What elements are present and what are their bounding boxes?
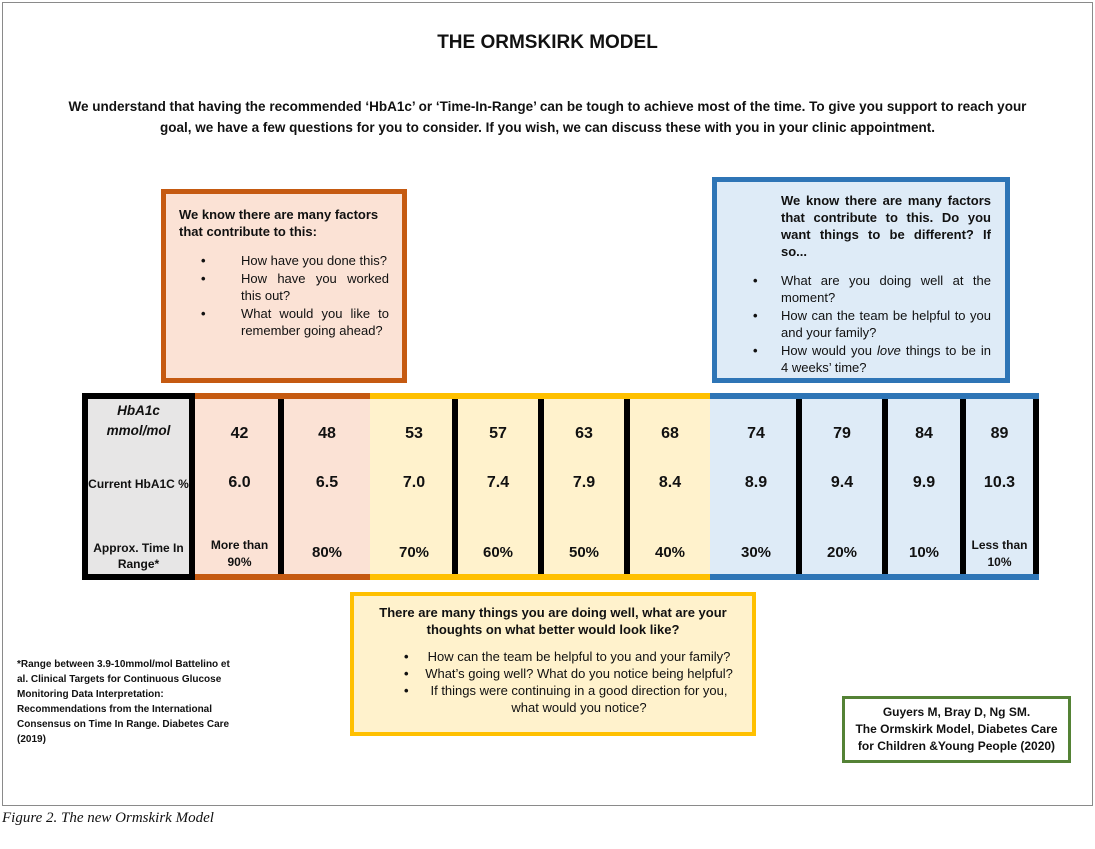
hba1c-mmol-cell: 84: [915, 425, 933, 442]
blue-box-item-text: How would you: [781, 343, 872, 358]
yellow-question-box: [350, 592, 756, 736]
hba1c-percent-cell: 7.0: [402, 474, 426, 491]
hba1c-mmol-cell: 48: [318, 425, 336, 442]
time-in-range-cell: 70%: [398, 544, 430, 561]
citation-line: for Children &Young People (2020): [857, 739, 1056, 753]
citation-line: Guyers M, Bray D, Ng SM.: [882, 705, 1031, 719]
hba1c-percent-cell: 9.9: [912, 474, 936, 491]
hba1c-mmol-cell: 68: [661, 425, 679, 442]
row-label-time-in-range: Approx. Time In Range*: [93, 541, 184, 571]
table-right-edge: [1033, 399, 1039, 574]
orange-box-heading: We know there are many factors that contribute to this:: [179, 207, 379, 239]
time-in-range-cell: 20%: [826, 544, 858, 561]
time-in-range-cell: More than 90%: [210, 538, 269, 569]
row-label-hba1c: HbA1c mmol/mol: [106, 403, 171, 438]
time-in-range-cell: 10%: [908, 544, 940, 561]
page-title: THE ORMSKIRK MODEL: [437, 32, 658, 53]
hba1c-percent-cell: 8.4: [658, 474, 682, 491]
citation-line: The Ormskirk Model, Diabetes Care: [855, 722, 1058, 736]
hba1c-percent-cell: 6.5: [315, 474, 339, 491]
blue-box-item: [731, 342, 991, 376]
yellow-box-item: • If things were continuing in a good direction for you, what would you notice?: [364, 682, 742, 716]
time-in-range-cell: 80%: [311, 544, 343, 561]
hba1c-percent-cell: 10.3: [983, 474, 1016, 491]
hba1c-mmol-cell: 53: [405, 425, 423, 442]
orange-question-box: [161, 189, 407, 383]
orange-box-item: • What would you like to remember going ahead?: [179, 305, 389, 339]
figure-caption: Figure 2. The new Ormskirk Model: [2, 810, 214, 826]
blue-box-item-text-end: things to be in 4 weeks’ time?: [781, 343, 991, 375]
blue-box-item-emphasis: love: [876, 343, 901, 358]
hba1c-percent-cell: 7.9: [572, 474, 596, 491]
intro-text: We understand that having the recommended ‘HbA1c’ or ‘Time-In-Range’ can be tough to achieve most of the time. To give you support to reach your goal, we have a few questions for you to consider. If you wish, we can discuss these with you in your clinic appointment.: [68, 99, 1027, 135]
blue-question-box: [712, 177, 1010, 383]
blue-box-heading: We know there are many factors that contribute to this. Do you want things to be different? If so...: [781, 193, 991, 259]
hba1c-mmol-cell: 74: [747, 425, 765, 442]
orange-box-list: [179, 252, 389, 339]
hba1c-mmol-cell: 89: [990, 425, 1009, 442]
hba1c-table: [82, 393, 1039, 580]
blue-box-list: [731, 272, 991, 376]
hba1c-percent-cell: 7.4: [486, 474, 510, 491]
hba1c-mmol-cell: 79: [833, 425, 851, 442]
hba1c-percent-cell: 9.4: [830, 474, 854, 491]
yellow-box-list: [364, 648, 742, 716]
time-in-range-cell: 60%: [482, 544, 514, 561]
hba1c-mmol-cell: 42: [230, 425, 249, 442]
orange-box-item: • How have you worked this out?: [179, 270, 389, 304]
citation-box: [842, 696, 1071, 763]
hba1c-mmol-cell: 63: [575, 425, 593, 442]
time-in-range-cell: 30%: [740, 544, 772, 561]
time-in-range-cell: Less than 10%: [971, 538, 1028, 569]
orange-box-item: • How have you done this?: [179, 252, 389, 269]
hba1c-percent-cell: 8.9: [744, 474, 768, 491]
hba1c-mmol-cell: 57: [489, 425, 507, 442]
yellow-box-item: • How can the team be helpful to you and your family?: [364, 648, 742, 665]
hba1c-percent-cell: 6.0: [228, 474, 251, 491]
blue-box-item: • How can the team be helpful to you and your family?: [731, 307, 991, 341]
time-in-range-cell: 50%: [568, 544, 600, 561]
row-label-percent: Current HbA1C %: [88, 477, 189, 491]
blue-box-item: • What are you doing well at the moment?: [731, 272, 991, 306]
footnote: *Range between 3.9-10mmol/mol Battelino et al. Clinical Targets for Continuous Glucose Monitoring Data Interpretation: Recommendations from the International Consensus on Time In Range. Diabetes Care (2019): [17, 659, 230, 745]
yellow-box-heading: There are many things you are doing well, what are your thoughts on what better would look like?: [379, 605, 727, 637]
yellow-box-item: • What’s going well? What do you notice being helpful?: [364, 665, 742, 682]
time-in-range-cell: 40%: [654, 544, 686, 561]
